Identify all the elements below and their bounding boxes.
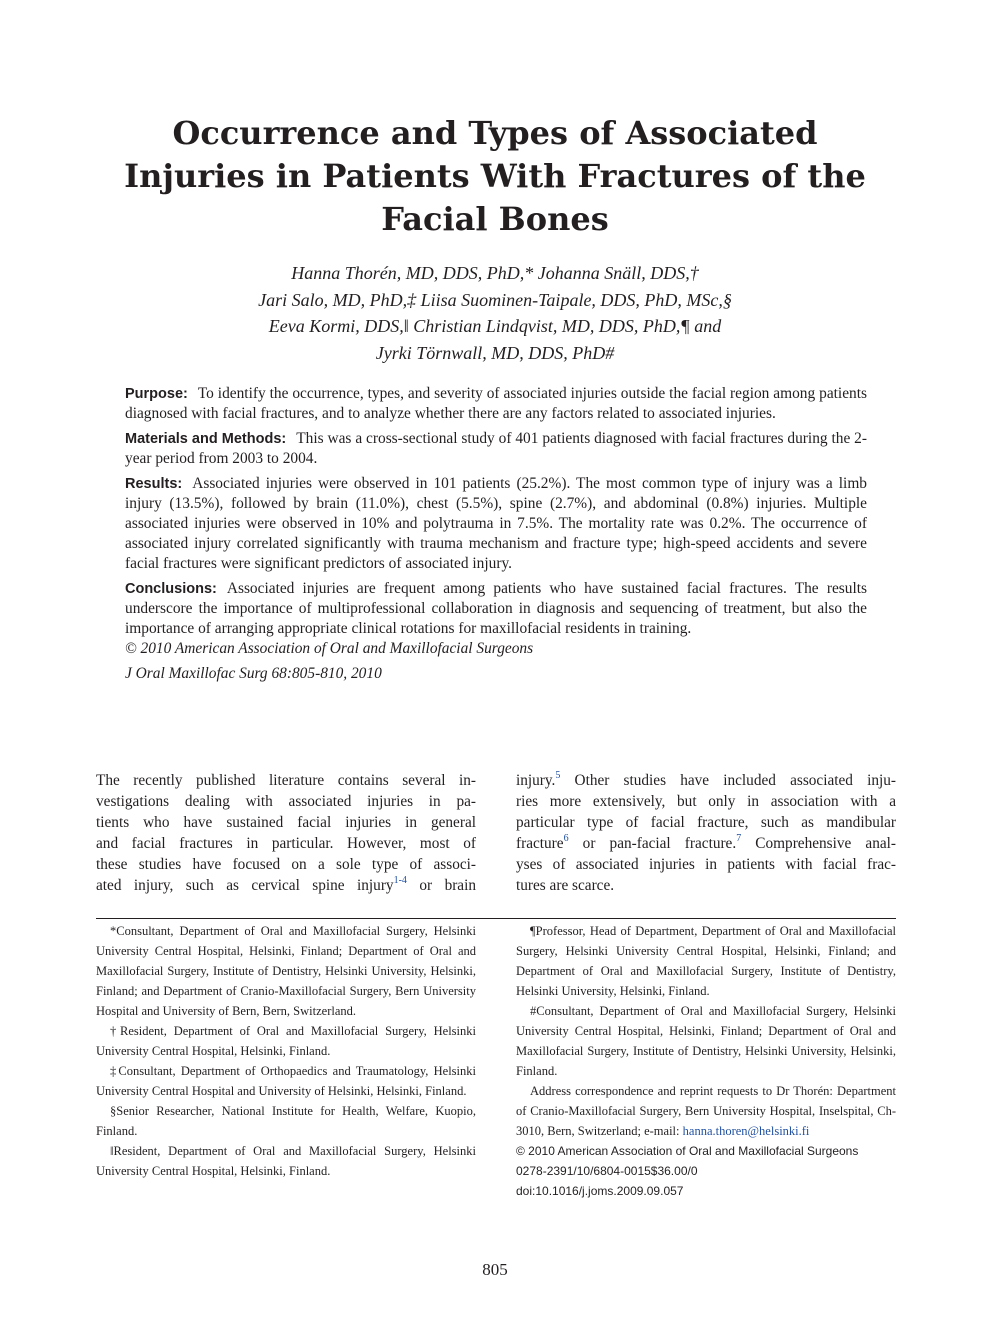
- footnote-copyright: © 2010 American Association of Oral and Maxillofacial Surgeons: [516, 1144, 859, 1158]
- abstract-methods: [125, 429, 867, 469]
- footnote: ‖Resident, Department of Oral and Maxillofacial Surgery, Helsinki University Central Hospital, Helsinki, Finland.: [96, 1144, 476, 1178]
- body-line: tures are scarce.: [516, 877, 615, 894]
- body-line: [96, 875, 476, 896]
- footnote: ‡Consultant, Department of Orthopaedics and Traumatology, Helsinki University Central Hospital and University of Helsinki, Helsinki, Finland.: [96, 1064, 476, 1098]
- abstract-conclusions: [125, 579, 867, 639]
- body-line: ries more extensively, but only in association with a: [516, 793, 896, 810]
- footnote-doi[interactable]: doi:10.1016/j.joms.2009.09.057: [516, 1184, 684, 1198]
- body-line: [516, 833, 896, 854]
- footnote-divider: [96, 918, 896, 919]
- body-line: [516, 770, 896, 791]
- body-text: ated injury, such as cervical spine injury: [96, 877, 394, 894]
- title-line: Occurrence and Types of Associated: [172, 114, 818, 152]
- body-column-left: [96, 770, 476, 896]
- body-text: Comprehensive anal-: [741, 835, 897, 852]
- body-line: and facial fractures in particular. However, most of: [96, 835, 476, 852]
- body-line: particular type of facial fracture, such as mandibular: [516, 814, 896, 831]
- purpose-text: To identify the occurrence, types, and severity of associated injuries outside the facial region among patients diagnosed with facial fractures, and to analyze whether there are any factors related to associated injuries.: [125, 385, 867, 422]
- footnote: §Senior Researcher, National Institute for Health, Welfare, Kuopio, Finland.: [96, 1104, 476, 1138]
- reference-link[interactable]: 1-4: [393, 875, 407, 886]
- body-text: or pan-facial fracture.: [568, 835, 737, 852]
- body-text: or brain: [406, 877, 476, 894]
- conclusions-text: Associated injuries are frequent among patients who have sustained facial fractures. The results underscore the importance of multiprofessional collaboration in diagnosis and sequencing of treatment, but also the importance of arranging appropriate clinical rotations for maxillofacial residents in training.: [125, 580, 867, 637]
- body-line: yses of associated injuries in patients with facial frac-: [516, 856, 896, 873]
- footnote: †Resident, Department of Oral and Maxillofacial Surgery, Helsinki University Central Hospital, Helsinki, Finland.: [96, 1024, 476, 1058]
- author-list: [100, 260, 890, 366]
- email-link[interactable]: hanna.thoren@helsinki.fi: [682, 1124, 810, 1138]
- body-line: tients who have sustained facial injuries in general: [96, 814, 476, 831]
- abstract: [125, 384, 867, 689]
- reference-link[interactable]: 6: [563, 833, 569, 844]
- author-line: Eeva Kormi, DDS,‖ Christian Lindqvist, MD, DDS, PhD,¶ and: [268, 316, 722, 336]
- body-text: Other studies have included associated inju-: [560, 772, 896, 789]
- methods-text: This was a cross-sectional study of 401 patients diagnosed with facial fractures during the 2-year period from 2003 to 2004.: [125, 430, 868, 467]
- results-text: Associated injuries were observed in 101 patients (25.2%). The most common type of injury was a limb injury (13.5%), followed by brain (11.0%), chest (5.5%), spine (2.7%), and abdominal (0.8%) injuries. Multiple associated injuries were observed in 10% and polytrauma in 7.5%. The mortality rate was 0.2%. The occurrence of associated injury correlated significantly with trauma mechanism and fracture type; high-speed accidents and severe facial fractures were significant predictors of associated injury.: [125, 475, 867, 572]
- body-line: these studies have focused on a sole type of associ-: [96, 856, 476, 873]
- footnote: *Consultant, Department of Oral and Maxillofacial Surgery, Helsinki University Central Hospital, Helsinki, Finland; Department of Oral and Maxillofacial Surgery, Institute of Dentistry, Helsinki University, Helsinki, Finland; and Department of Cranio-Maxillofacial Surgery, Bern University Hospital and University of Bern, Bern, Switzerland.: [96, 924, 476, 1018]
- footnote: ¶Professor, Head of Department, Department of Oral and Maxillofacial Surgery, Helsinki University Central Hospital, Helsinki, Finland; and Department of Oral and Maxillofacial Surgery, Institute of Dentistry, Helsinki University, Helsinki, Finland.: [516, 924, 896, 998]
- page-number: 805: [482, 1260, 508, 1279]
- footnotes-left: [96, 921, 476, 1181]
- footnote: #Consultant, Department of Oral and Maxillofacial Surgery, Helsinki University Central Hospital, Helsinki, Finland; Department of Oral and Maxillofacial Surgery, Institute of Dentistry, Helsinki University, Helsinki, Finland.: [516, 1004, 896, 1078]
- purpose-label: Purpose:: [125, 386, 188, 402]
- footnotes-right: [516, 921, 896, 1201]
- body-text: fracture: [516, 835, 564, 852]
- author-line: Jyrki Törnwall, MD, DDS, PhD#: [375, 342, 615, 363]
- address-text: Address correspondence and reprint requests to Dr Thorén: Department of Cranio-Maxillofacial Surgery, Bern University Hospital, Inselspital, Ch-3010, Bern, Switzerland; e-mail:: [516, 1084, 896, 1138]
- methods-label: Materials and Methods:: [125, 431, 287, 447]
- reference-link[interactable]: 5: [555, 770, 561, 781]
- body-line: vestigations dealing with associated injuries in pa-: [96, 793, 476, 810]
- reference-link[interactable]: 7: [736, 833, 742, 844]
- footnote-issn: 0278-2391/10/6804-0015$36.00/0: [516, 1164, 698, 1178]
- abstract-copyright: © 2010 American Association of Oral and Maxillofacial Surgeons: [125, 640, 534, 657]
- abstract-citation: J Oral Maxillofac Surg 68:805-810, 2010: [125, 665, 382, 682]
- abstract-results: [125, 474, 867, 574]
- footnote-address: [516, 1081, 896, 1141]
- author-line: Jari Salo, MD, PhD,‡ Liisa Suominen-Taipale, DDS, PhD, MSc,§: [258, 289, 732, 310]
- abstract-purpose: [125, 384, 867, 424]
- body-line: The recently published literature contains several in-: [96, 772, 476, 789]
- conclusions-label: Conclusions:: [125, 581, 217, 597]
- results-label: Results:: [125, 476, 183, 492]
- author-line: Hanna Thorén, MD, DDS, PhD,* Johanna Snäll, DDS,†: [291, 263, 699, 283]
- body-column-right: [516, 770, 896, 896]
- title-line: Facial Bones: [381, 200, 609, 238]
- title-line: Injuries in Patients With Fractures of the: [124, 157, 866, 195]
- article-title: [100, 112, 890, 241]
- body-text: injury.: [516, 772, 556, 789]
